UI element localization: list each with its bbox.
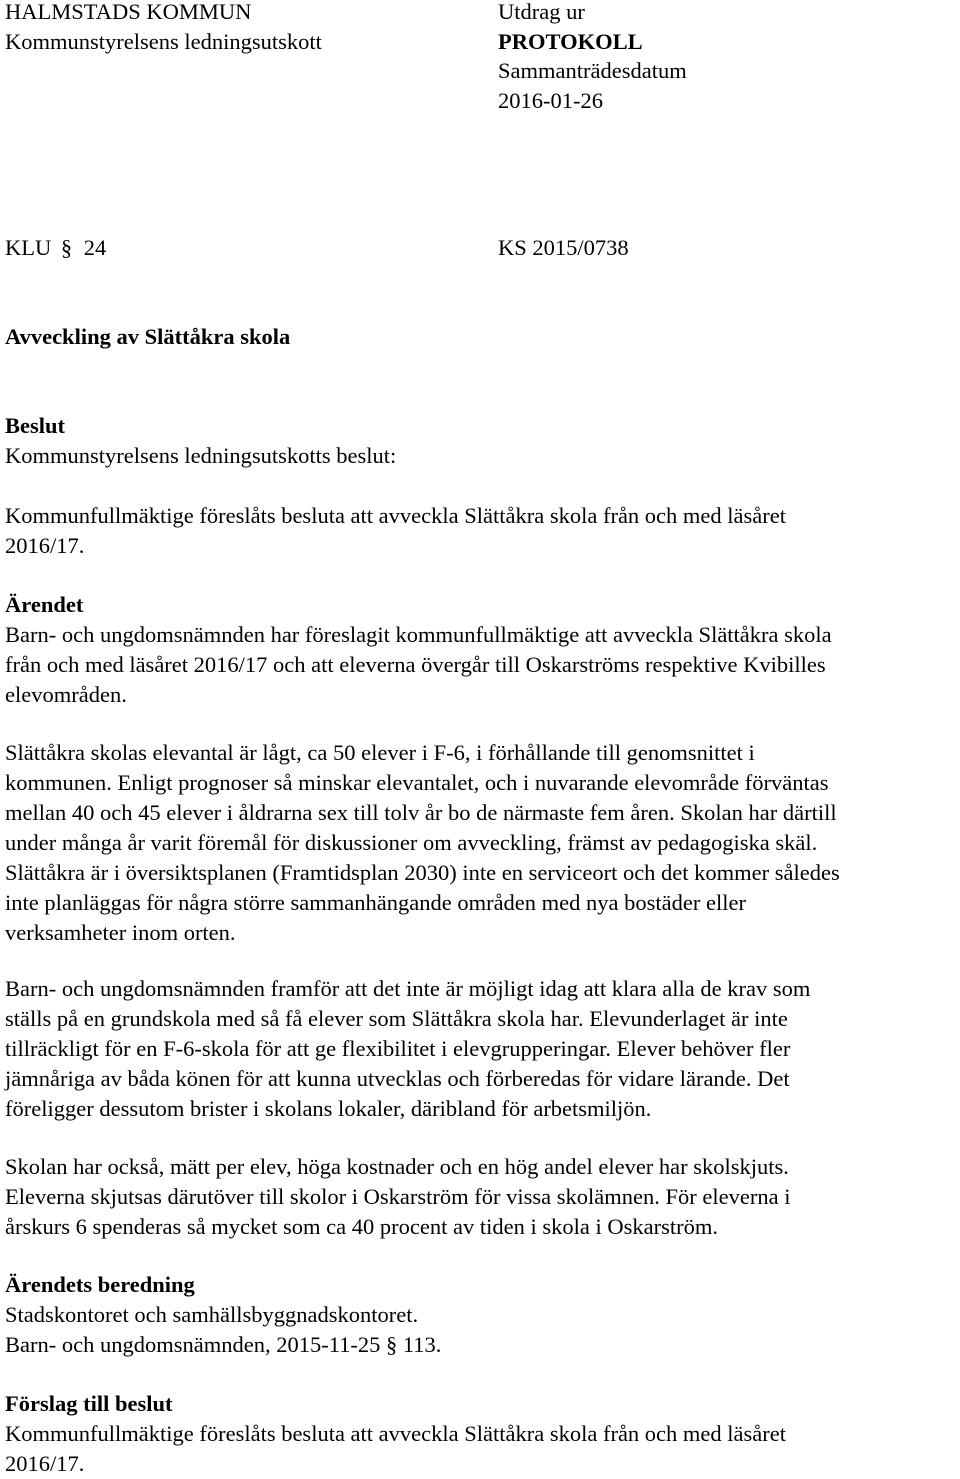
matter-paragraph-2 [5,738,955,948]
matter-paragraph-4 [5,1152,955,1242]
extract-label: Utdrag ur [498,0,585,24]
diary-number: KS 2015/0738 [498,235,629,260]
text-line: Slättåkra är i översiktsplanen (Framtidsplan 2030) inte en serviceort och det kommer således [5,860,840,885]
decision-heading: Beslut [5,413,66,438]
text-line: Kommunfullmäktige föreslåts besluta att avveckla Slättåkra skola från och med läsåret [5,503,786,528]
text-line: Barn- och ungdomsnämnden, 2015-11-25 § 113. [5,1332,442,1357]
text-line: tillräckligt för en F-6-skola för att ge flexibilitet i elevgrupperingar. Elever behöver fler [5,1036,791,1061]
text-line: Stadskontoret och samhällsbyggnadskontoret. [5,1302,419,1327]
text-line: inte planläggas för några större sammanhängande områden med nya bostäder eller [5,890,746,915]
protocol-label: PROTOKOLL [498,29,643,54]
text-line: från och med läsåret 2016/17 och att eleverna övergår till Oskarströms respektive Kvibilles [5,652,826,677]
text-line: verksamheter inom orten. [5,920,236,945]
text-line: mellan 40 och 45 elever i åldrarna sex till tolv år bo de närmaste fem åren. Skolan har därtill [5,800,837,825]
meeting-date-label: Sammanträdesdatum [498,58,687,83]
case-paragraph: 24 [83,235,107,260]
decision-intro: Kommunstyrelsens ledningsutskotts beslut: [5,443,397,468]
municipality-name: HALMSTADS KOMMUN [5,0,252,24]
proposal-section [5,1389,955,1479]
matter-section [5,590,955,710]
decision-section [5,411,955,471]
text-line: årskurs 6 spenderas så mycket som ca 40 procent av tiden i skola i Oskarström. [5,1214,718,1239]
meeting-date: 2016-01-26 [498,88,603,113]
matter-paragraph-3 [5,974,955,1124]
matter-heading: Ärendet [5,592,84,617]
text-line: Kommunfullmäktige föreslåts besluta att avveckla Slättåkra skola från och med läsåret [5,1421,786,1446]
text-line: Skolan har också, mätt per elev, höga kostnader och en hög andel elever har skolskjuts. [5,1154,789,1179]
text-line: elevområden. [5,682,127,707]
text-line: föreligger dessutom brister i skolans lokaler, däribland för arbetsmiljön. [5,1096,652,1121]
text-line: 2016/17. [5,1451,85,1476]
decision-text [5,501,955,561]
text-line: Barn- och ungdomsnämnden har föreslagit kommunfullmäktige att avveckla Slättåkra skola [5,622,832,647]
text-line: jämnåriga av båda könen för att kunna utvecklas och förberedas för vidare lärande. Det [5,1066,790,1091]
text-line: under många år varit föremål för diskussioner om avveckling, främst av pedagogiska skäl. [5,830,818,855]
preparation-section [5,1270,955,1360]
text-line: kommunen. Enligt prognoser så minskar elevantalet, och i nuvarande elevområde förväntas [5,770,829,795]
preparation-heading: Ärendets beredning [5,1272,195,1297]
text-line: 2016/17. [5,533,85,558]
section-mark: § [60,235,73,260]
case-prefix: KLU [5,235,52,260]
text-line: Barn- och ungdomsnämnden framför att det inte är möjligt idag att klara alla de krav som [5,976,811,1001]
case-number [5,233,106,263]
text-line: ställs på en grundskola med så få elever som Slättåkra skola har. Elevunderlaget är inte [5,1006,788,1031]
document-title: Avveckling av Slättåkra skola [5,324,291,349]
text-line: Slättåkra skolas elevantal är lågt, ca 50 elever i F-6, i förhållande till genomsnittet i [5,740,755,765]
proposal-heading: Förslag till beslut [5,1391,173,1416]
text-line: Eleverna skjutsas därutöver till skolor i Oskarström för vissa skolämnen. För eleverna i [5,1184,791,1209]
committee-name: Kommunstyrelsens ledningsutskott [5,29,322,54]
